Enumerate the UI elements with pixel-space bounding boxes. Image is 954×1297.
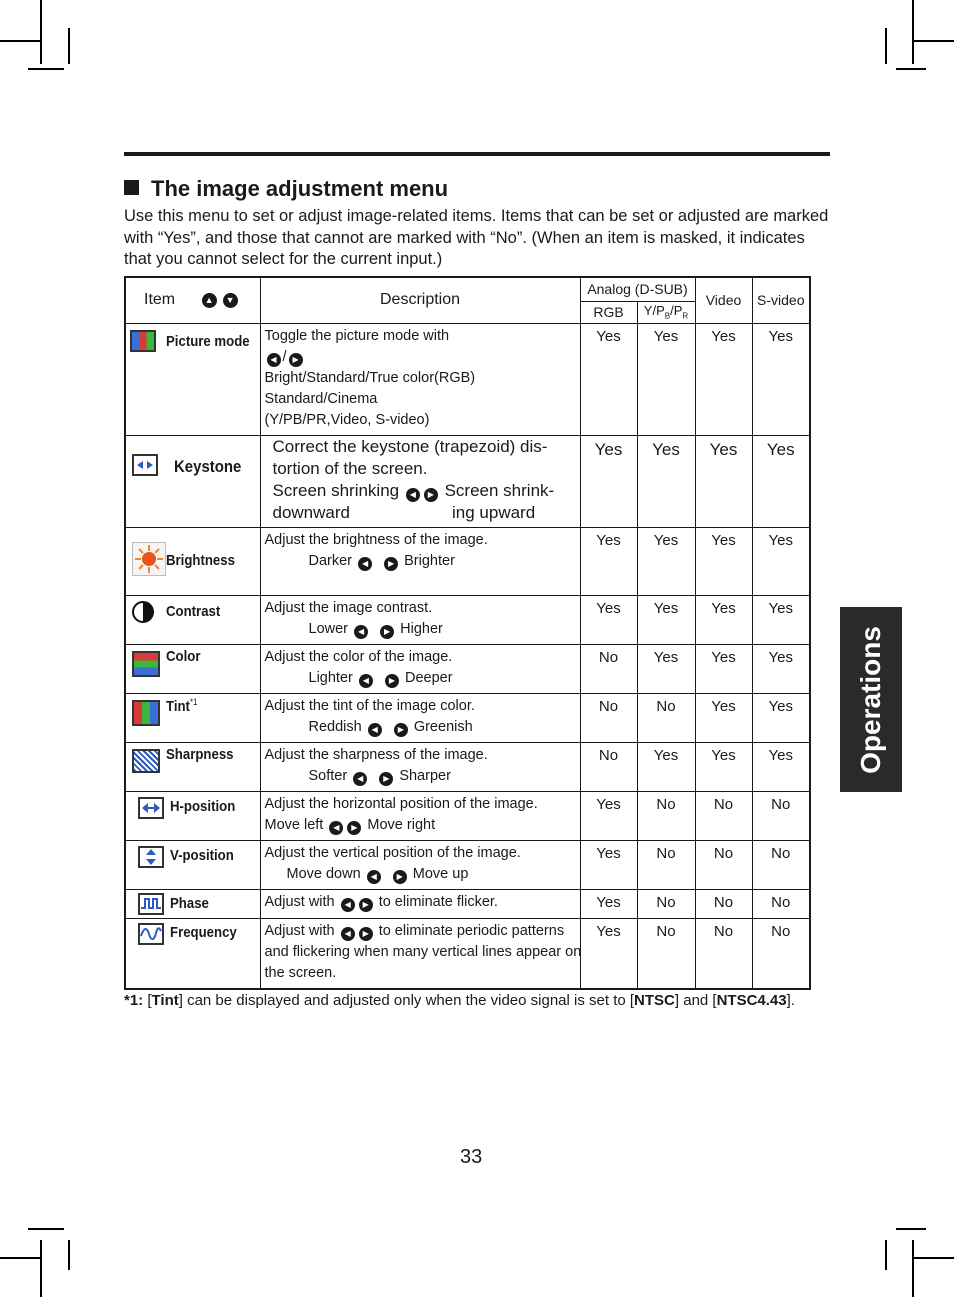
left-button-icon: ◀ [358,557,372,571]
right-button-icon: ▶ [424,488,438,502]
color-icon [132,651,160,677]
value-ypbpr: Yes [637,644,695,693]
item-brightness: Brightness [125,527,260,595]
item-v-position: V-position [125,840,260,889]
table-row [125,693,810,742]
value-ypbpr: No [637,791,695,840]
value-ypbpr: Yes [637,595,695,644]
crop-mark [914,1257,954,1259]
right-button-icon: ▶ [380,625,394,639]
value-video: Yes [695,323,752,435]
table-row [125,742,810,791]
desc-contrast: Adjust the image contrast. Lower ◀ ▶ Higher [260,595,580,644]
table-row [125,791,810,840]
value-svideo: Yes [752,595,810,644]
value-rgb: No [580,644,637,693]
desc-tint: Adjust the tint of the image color. Reddish ◀ ▶ Greenish [260,693,580,742]
table-row [125,889,810,918]
crop-mark [896,1228,926,1230]
desc-brightness: Adjust the brightness of the image. Darker ◀ ▶ Brighter [260,527,580,595]
table-row [125,435,810,527]
table-row [125,595,810,644]
value-svideo: Yes [752,323,810,435]
value-video: Yes [695,644,752,693]
table-row [125,323,810,435]
right-button-icon: ▶ [359,898,373,912]
crop-mark [912,0,914,64]
crop-mark [68,1240,70,1270]
value-svideo: No [752,889,810,918]
value-ypbpr: No [637,693,695,742]
left-button-icon: ◀ [353,772,367,786]
right-button-icon: ▶ [347,821,361,835]
horizontal-arrows-icon [138,797,164,819]
picture-mode-icon [130,330,156,352]
desc-keystone: Correct the keystone (trapezoid) dis- tortion of the screen. Screen shrinking ◀ ▶ Screen shrink- downward ing upward [260,435,580,527]
right-button-icon: ▶ [289,353,303,367]
header-item: Item ▲ ▼ [125,277,260,323]
desc-phase: Adjust with ◀ ▶ to eliminate flicker. [260,889,580,918]
value-video: Yes [695,742,752,791]
item-tint: Tint$^{*1}$ [125,693,260,742]
value-video: Yes [695,435,752,527]
desc-color: Adjust the color of the image. Lighter ◀ ▶ Deeper [260,644,580,693]
page-number: 33 [460,1146,483,1168]
table-row [125,918,810,989]
sun-icon [132,542,166,576]
left-button-icon: ◀ [354,625,368,639]
sharpness-icon [132,749,160,773]
value-svideo: No [752,791,810,840]
crop-mark [896,68,926,70]
desc-frequency: Adjust with ◀ ▶ to eliminate periodic patterns and flickering when many vertical lines appear on the screen. [260,918,580,989]
desc-sharpness: Adjust the sharpness of the image. Softer ◀ ▶ Sharper [260,742,580,791]
crop-mark [40,0,42,64]
value-svideo: No [752,918,810,989]
item-sharpness: Sharpness [125,742,260,791]
item-phase: Phase [125,889,260,918]
desc-picture-mode: Toggle the picture mode with ◀ / ▶ Bright/Standard/True color(RGB) Standard/Cinema (Y/PB/PR,Video, S-video) [260,323,580,435]
value-video: Yes [695,527,752,595]
value-rgb: Yes [580,323,637,435]
crop-mark [0,1257,40,1259]
right-button-icon: ▶ [379,772,393,786]
item-keystone: Keystone [125,435,260,527]
value-video: No [695,918,752,989]
left-button-icon: ◀ [341,898,355,912]
left-button-icon: ◀ [341,927,355,941]
header-ypbpr: $Y/P_B/P_R$ [637,301,695,323]
crop-mark [885,28,887,64]
value-video: No [695,889,752,918]
header-description: Description [260,277,580,323]
desc-v-position: Adjust the vertical position of the image. Move down ◀ ▶ Move up [260,840,580,889]
value-rgb: Yes [580,889,637,918]
value-ypbpr: No [637,918,695,989]
table-row [125,527,810,595]
crop-mark [885,1240,887,1270]
value-ypbpr: Yes [637,323,695,435]
value-svideo: Yes [752,435,810,527]
crop-mark [40,1240,42,1297]
value-svideo: Yes [752,693,810,742]
value-svideo: Yes [752,644,810,693]
left-button-icon: ◀ [368,723,382,737]
crop-mark [28,68,64,70]
item-picture-mode: Picture mode [125,323,260,435]
value-video: No [695,791,752,840]
crop-mark [912,1240,914,1297]
value-rgb: Yes [580,791,637,840]
table-header-row [125,277,810,301]
item-frequency: Frequency [125,918,260,989]
image-adjustment-table [124,276,811,990]
left-button-icon: ◀ [267,353,281,367]
value-rgb: No [580,693,637,742]
value-rgb: Yes [580,840,637,889]
item-color: Color [125,644,260,693]
right-button-icon: ▶ [359,927,373,941]
value-ypbpr: No [637,840,695,889]
value-rgb: Yes [580,527,637,595]
side-tab: Operations [840,607,902,792]
left-button-icon: ◀ [359,674,373,688]
crop-mark [28,1228,64,1230]
value-svideo: Yes [752,527,810,595]
value-ypbpr: Yes [637,742,695,791]
header-analog: Analog (D-SUB) [580,277,695,301]
left-button-icon: ◀ [406,488,420,502]
header-svideo: S-video [752,277,810,323]
right-button-icon: ▶ [394,723,408,737]
right-button-icon: ▶ [393,870,407,884]
phase-wave-icon [138,893,164,915]
value-video: Yes [695,595,752,644]
frequency-wave-icon [138,923,164,945]
up-arrow-icon: ▲ [202,293,217,308]
value-ypbpr: Yes [637,527,695,595]
value-rgb: Yes [580,435,637,527]
value-ypbpr: Yes [637,435,695,527]
value-ypbpr: No [637,889,695,918]
keystone-icon [132,454,158,476]
crop-mark [68,28,70,64]
item-contrast: Contrast [125,595,260,644]
value-rgb: No [580,742,637,791]
square-bullet-icon [124,180,139,195]
left-button-icon: ◀ [329,821,343,835]
right-button-icon: ▶ [385,674,399,688]
section-title: The image adjustment menu [124,176,448,202]
value-video: No [695,840,752,889]
value-svideo: No [752,840,810,889]
desc-h-position: Adjust the horizontal position of the image. Move left ◀ ▶ Move right [260,791,580,840]
crop-mark [0,40,40,42]
contrast-icon [132,601,154,623]
top-rule [124,152,830,156]
table-row [125,840,810,889]
vertical-arrows-icon [138,846,164,868]
right-button-icon: ▶ [384,557,398,571]
item-h-position: H-position [125,791,260,840]
left-button-icon: ◀ [367,870,381,884]
tint-icon [132,700,160,726]
header-video: Video [695,277,752,323]
crop-mark [914,40,954,42]
header-rgb: RGB [580,301,637,323]
intro-text: Use this menu to set or adjust image-related items. Items that can be set or adjusted are marked with “Yes”, and those that cannot are marked with “No”. (When an item is masked, it indicates that you cannot select for the current input.) [124,207,829,268]
down-arrow-icon: ▼ [223,293,238,308]
value-rgb: Yes [580,918,637,989]
value-svideo: Yes [752,742,810,791]
value-video: Yes [695,693,752,742]
value-rgb: Yes [580,595,637,644]
table-row [125,644,810,693]
footnote: *1: [Tint] can be displayed and adjusted only when the video signal is set to [NTSC] and [NTSC4.43]. [124,992,795,1009]
